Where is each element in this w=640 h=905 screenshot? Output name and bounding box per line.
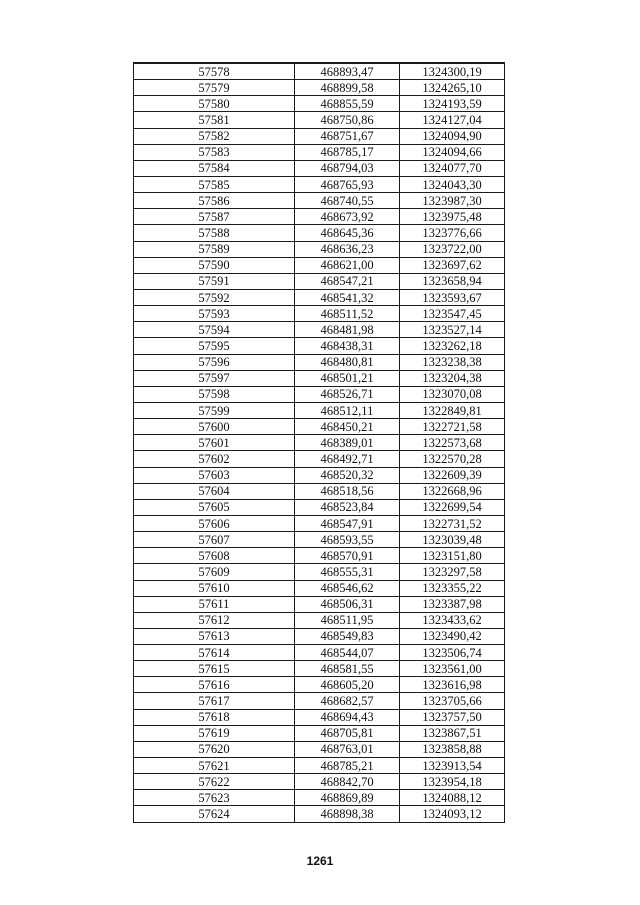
y-coordinate-cell: 1323705,66 xyxy=(400,693,505,709)
x-coordinate-cell: 468898,38 xyxy=(295,806,400,822)
x-coordinate-cell: 468450,21 xyxy=(295,419,400,435)
point-number-cell: 57600 xyxy=(134,419,295,435)
table-row xyxy=(134,774,505,790)
x-coordinate-cell: 468645,36 xyxy=(295,225,400,241)
point-number-cell: 57623 xyxy=(134,790,295,806)
x-coordinate-cell: 468555,31 xyxy=(295,564,400,580)
y-coordinate-cell: 1323238,38 xyxy=(400,354,505,370)
y-coordinate-cell: 1323858,88 xyxy=(400,741,505,757)
point-number-cell: 57602 xyxy=(134,451,295,467)
table-row xyxy=(134,790,505,806)
point-number-cell: 57624 xyxy=(134,806,295,822)
y-coordinate-cell: 1323658,94 xyxy=(400,273,505,289)
y-coordinate-cell: 1323527,14 xyxy=(400,322,505,338)
table-row xyxy=(134,451,505,467)
x-coordinate-cell: 468520,32 xyxy=(295,467,400,483)
point-number-cell: 57578 xyxy=(134,63,295,80)
y-coordinate-cell: 1324093,12 xyxy=(400,806,505,822)
point-number-cell: 57611 xyxy=(134,596,295,612)
x-coordinate-cell: 468785,17 xyxy=(295,144,400,160)
table-row xyxy=(134,758,505,774)
table-row xyxy=(134,806,505,822)
point-number-cell: 57618 xyxy=(134,709,295,725)
point-number-cell: 57606 xyxy=(134,515,295,531)
x-coordinate-cell: 468636,23 xyxy=(295,241,400,257)
point-number-cell: 57616 xyxy=(134,677,295,693)
x-coordinate-cell: 468438,31 xyxy=(295,338,400,354)
x-coordinate-cell: 468593,55 xyxy=(295,532,400,548)
table-row xyxy=(134,128,505,144)
table-row xyxy=(134,677,505,693)
point-number-cell: 57581 xyxy=(134,112,295,128)
x-coordinate-cell: 468855,59 xyxy=(295,96,400,112)
table-row xyxy=(134,63,505,80)
point-number-cell: 57614 xyxy=(134,645,295,661)
point-number-cell: 57594 xyxy=(134,322,295,338)
y-coordinate-cell: 1324300,19 xyxy=(400,63,505,80)
point-number-cell: 57612 xyxy=(134,612,295,628)
point-number-cell: 57598 xyxy=(134,386,295,402)
coordinates-table xyxy=(133,62,505,823)
point-number-cell: 57620 xyxy=(134,741,295,757)
y-coordinate-cell: 1324088,12 xyxy=(400,790,505,806)
x-coordinate-cell: 468523,84 xyxy=(295,499,400,515)
y-coordinate-cell: 1323490,42 xyxy=(400,628,505,644)
table-row xyxy=(134,193,505,209)
table-row xyxy=(134,483,505,499)
x-coordinate-cell: 468705,81 xyxy=(295,725,400,741)
table-row xyxy=(134,499,505,515)
table-row xyxy=(134,435,505,451)
y-coordinate-cell: 1323561,00 xyxy=(400,661,505,677)
point-number-cell: 57587 xyxy=(134,209,295,225)
x-coordinate-cell: 468547,21 xyxy=(295,273,400,289)
point-number-cell: 57586 xyxy=(134,193,295,209)
y-coordinate-cell: 1324193,59 xyxy=(400,96,505,112)
x-coordinate-cell: 468765,93 xyxy=(295,176,400,192)
point-number-cell: 57615 xyxy=(134,661,295,677)
y-coordinate-cell: 1323151,80 xyxy=(400,548,505,564)
x-coordinate-cell: 468893,47 xyxy=(295,63,400,80)
table-row xyxy=(134,354,505,370)
table-row xyxy=(134,273,505,289)
y-coordinate-cell: 1323722,00 xyxy=(400,241,505,257)
table-row xyxy=(134,386,505,402)
point-number-cell: 57622 xyxy=(134,774,295,790)
point-number-cell: 57579 xyxy=(134,80,295,96)
table-row xyxy=(134,661,505,677)
point-number-cell: 57588 xyxy=(134,225,295,241)
point-number-cell: 57584 xyxy=(134,160,295,176)
table-row xyxy=(134,289,505,305)
point-number-cell: 57592 xyxy=(134,289,295,305)
y-coordinate-cell: 1322699,54 xyxy=(400,499,505,515)
point-number-cell: 57582 xyxy=(134,128,295,144)
y-coordinate-cell: 1323070,08 xyxy=(400,386,505,402)
y-coordinate-cell: 1323593,67 xyxy=(400,289,505,305)
point-number-cell: 57590 xyxy=(134,257,295,273)
x-coordinate-cell: 468899,58 xyxy=(295,80,400,96)
x-coordinate-cell: 468682,57 xyxy=(295,693,400,709)
y-coordinate-cell: 1323547,45 xyxy=(400,306,505,322)
y-coordinate-cell: 1323987,30 xyxy=(400,193,505,209)
y-coordinate-cell: 1323867,51 xyxy=(400,725,505,741)
table-row xyxy=(134,419,505,435)
x-coordinate-cell: 468501,21 xyxy=(295,370,400,386)
y-coordinate-cell: 1323776,66 xyxy=(400,225,505,241)
table-row xyxy=(134,628,505,644)
coordinates-table-body xyxy=(134,63,505,822)
table-row xyxy=(134,402,505,418)
point-number-cell: 57599 xyxy=(134,402,295,418)
table-row xyxy=(134,693,505,709)
y-coordinate-cell: 1323506,74 xyxy=(400,645,505,661)
y-coordinate-cell: 1323697,62 xyxy=(400,257,505,273)
x-coordinate-cell: 468389,01 xyxy=(295,435,400,451)
y-coordinate-cell: 1322731,52 xyxy=(400,515,505,531)
y-coordinate-cell: 1324077,70 xyxy=(400,160,505,176)
table-row xyxy=(134,515,505,531)
y-coordinate-cell: 1324043,30 xyxy=(400,176,505,192)
y-coordinate-cell: 1323757,50 xyxy=(400,709,505,725)
x-coordinate-cell: 468526,71 xyxy=(295,386,400,402)
page-number: 1261 xyxy=(306,854,334,868)
table-row xyxy=(134,709,505,725)
point-number-cell: 57603 xyxy=(134,467,295,483)
x-coordinate-cell: 468541,32 xyxy=(295,289,400,305)
point-number-cell: 57583 xyxy=(134,144,295,160)
table-row xyxy=(134,176,505,192)
table-row xyxy=(134,96,505,112)
x-coordinate-cell: 468794,03 xyxy=(295,160,400,176)
table-row xyxy=(134,241,505,257)
x-coordinate-cell: 468621,00 xyxy=(295,257,400,273)
table-row xyxy=(134,741,505,757)
y-coordinate-cell: 1322721,58 xyxy=(400,419,505,435)
table-row xyxy=(134,580,505,596)
y-coordinate-cell: 1322668,96 xyxy=(400,483,505,499)
y-coordinate-cell: 1324127,04 xyxy=(400,112,505,128)
x-coordinate-cell: 468750,86 xyxy=(295,112,400,128)
table-row xyxy=(134,257,505,273)
table-row xyxy=(134,725,505,741)
table-row xyxy=(134,564,505,580)
table-row xyxy=(134,322,505,338)
y-coordinate-cell: 1323387,98 xyxy=(400,596,505,612)
point-number-cell: 57619 xyxy=(134,725,295,741)
y-coordinate-cell: 1322849,81 xyxy=(400,402,505,418)
table-row xyxy=(134,370,505,386)
y-coordinate-cell: 1323913,54 xyxy=(400,758,505,774)
point-number-cell: 57605 xyxy=(134,499,295,515)
point-number-cell: 57613 xyxy=(134,628,295,644)
point-number-cell: 57610 xyxy=(134,580,295,596)
point-number-cell: 57617 xyxy=(134,693,295,709)
x-coordinate-cell: 468785,21 xyxy=(295,758,400,774)
point-number-cell: 57609 xyxy=(134,564,295,580)
x-coordinate-cell: 468842,70 xyxy=(295,774,400,790)
x-coordinate-cell: 468581,55 xyxy=(295,661,400,677)
point-number-cell: 57596 xyxy=(134,354,295,370)
table-row xyxy=(134,209,505,225)
table-row xyxy=(134,596,505,612)
point-number-cell: 57621 xyxy=(134,758,295,774)
x-coordinate-cell: 468694,43 xyxy=(295,709,400,725)
point-number-cell: 57593 xyxy=(134,306,295,322)
point-number-cell: 57607 xyxy=(134,532,295,548)
table-row xyxy=(134,160,505,176)
table-row xyxy=(134,338,505,354)
x-coordinate-cell: 468869,89 xyxy=(295,790,400,806)
x-coordinate-cell: 468512,11 xyxy=(295,402,400,418)
point-number-cell: 57604 xyxy=(134,483,295,499)
x-coordinate-cell: 468518,56 xyxy=(295,483,400,499)
point-number-cell: 57608 xyxy=(134,548,295,564)
x-coordinate-cell: 468480,81 xyxy=(295,354,400,370)
x-coordinate-cell: 468673,92 xyxy=(295,209,400,225)
table-row xyxy=(134,80,505,96)
y-coordinate-cell: 1323262,18 xyxy=(400,338,505,354)
table-row xyxy=(134,306,505,322)
y-coordinate-cell: 1324094,90 xyxy=(400,128,505,144)
y-coordinate-cell: 1323616,98 xyxy=(400,677,505,693)
x-coordinate-cell: 468570,91 xyxy=(295,548,400,564)
point-number-cell: 57591 xyxy=(134,273,295,289)
point-number-cell: 57580 xyxy=(134,96,295,112)
x-coordinate-cell: 468492,71 xyxy=(295,451,400,467)
table-row xyxy=(134,532,505,548)
x-coordinate-cell: 468506,31 xyxy=(295,596,400,612)
point-number-cell: 57597 xyxy=(134,370,295,386)
y-coordinate-cell: 1323954,18 xyxy=(400,774,505,790)
x-coordinate-cell: 468740,55 xyxy=(295,193,400,209)
table-row xyxy=(134,467,505,483)
y-coordinate-cell: 1322609,39 xyxy=(400,467,505,483)
x-coordinate-cell: 468511,52 xyxy=(295,306,400,322)
x-coordinate-cell: 468605,20 xyxy=(295,677,400,693)
y-coordinate-cell: 1323975,48 xyxy=(400,209,505,225)
x-coordinate-cell: 468544,07 xyxy=(295,645,400,661)
x-coordinate-cell: 468549,83 xyxy=(295,628,400,644)
table-row xyxy=(134,144,505,160)
x-coordinate-cell: 468481,98 xyxy=(295,322,400,338)
x-coordinate-cell: 468511,95 xyxy=(295,612,400,628)
y-coordinate-cell: 1323297,58 xyxy=(400,564,505,580)
x-coordinate-cell: 468763,01 xyxy=(295,741,400,757)
y-coordinate-cell: 1323039,48 xyxy=(400,532,505,548)
x-coordinate-cell: 468751,67 xyxy=(295,128,400,144)
y-coordinate-cell: 1323433,62 xyxy=(400,612,505,628)
table-row xyxy=(134,548,505,564)
y-coordinate-cell: 1323355,22 xyxy=(400,580,505,596)
table-row xyxy=(134,225,505,241)
point-number-cell: 57589 xyxy=(134,241,295,257)
y-coordinate-cell: 1322570,28 xyxy=(400,451,505,467)
point-number-cell: 57585 xyxy=(134,176,295,192)
point-number-cell: 57601 xyxy=(134,435,295,451)
y-coordinate-cell: 1322573,68 xyxy=(400,435,505,451)
point-number-cell: 57595 xyxy=(134,338,295,354)
table-row xyxy=(134,112,505,128)
x-coordinate-cell: 468546,62 xyxy=(295,580,400,596)
y-coordinate-cell: 1324094,66 xyxy=(400,144,505,160)
y-coordinate-cell: 1324265,10 xyxy=(400,80,505,96)
table-row xyxy=(134,612,505,628)
y-coordinate-cell: 1323204,38 xyxy=(400,370,505,386)
table-row xyxy=(134,645,505,661)
x-coordinate-cell: 468547,91 xyxy=(295,515,400,531)
